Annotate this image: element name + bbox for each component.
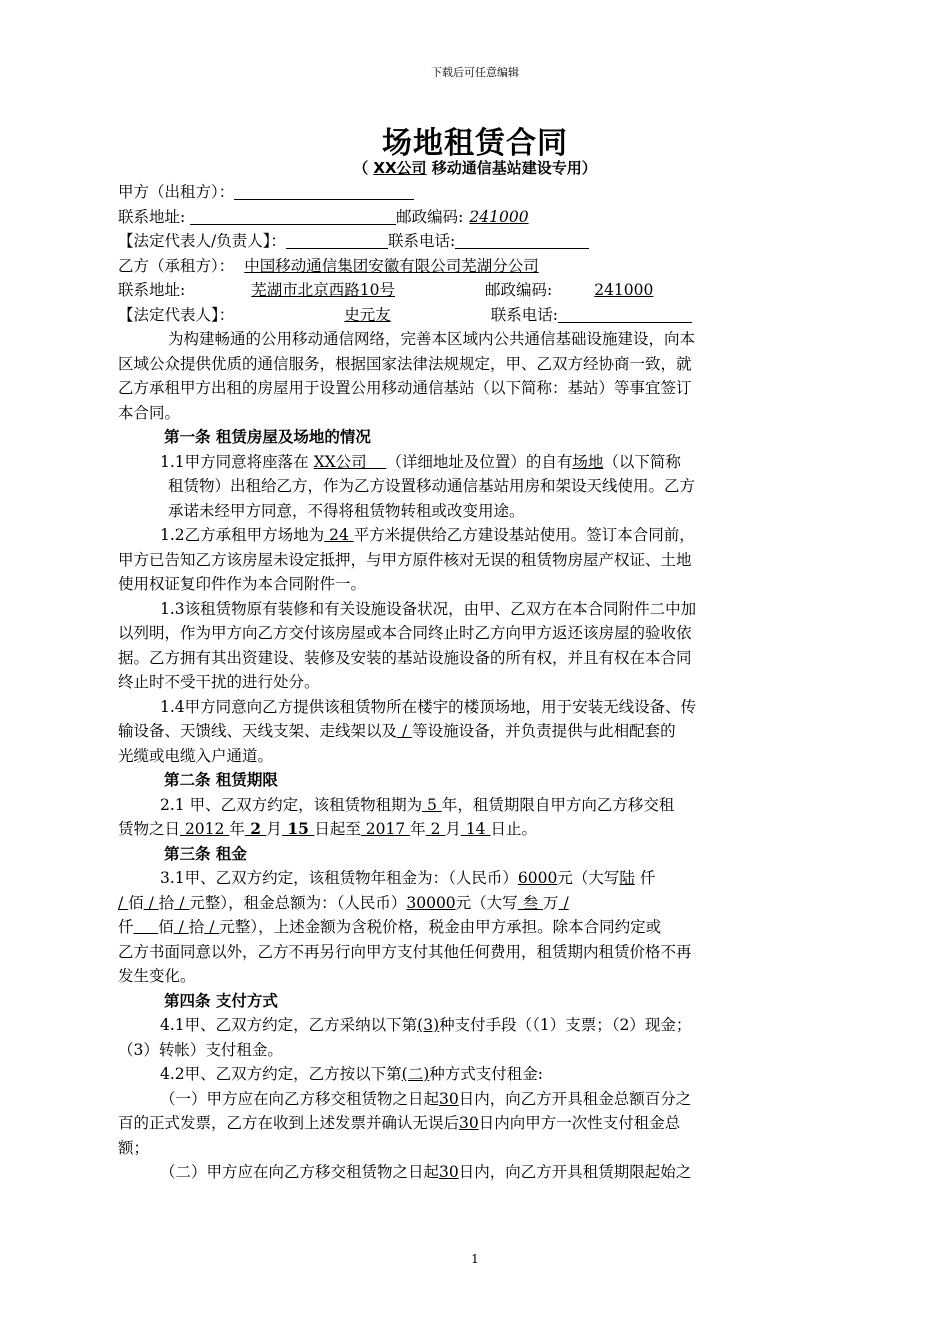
intro-line: 区域公众提供优质的通信服务，根据国家法律法规规定，甲、乙双方经协商一致，就 [118,354,692,373]
clause-4-1: 4.1甲、乙双方约定，乙方采纳以下第(3)种支付手段（（1）支票；（2）现金； [160,1016,692,1034]
clause-3-1-cont: 仟 佰 / 拾 / 元整），上述金额为含税价格，税金由甲方承担。除本合同约定或 [118,918,662,936]
clause-4-2-option-2: （二）甲方应在向乙方移交租赁物之日起30日内，向乙方开具租赁期限起始之 [160,1163,692,1181]
intro-line: 乙方承租甲方出租的房屋用于设置公用移动通信基站（以下简称：基站）等事宜签订 [118,379,692,397]
clause-1-2-cont: 甲方已告知乙方该房屋未设定抵押，与甲方原件核对无误的租赁物房屋产权证、土地 [118,550,692,569]
clause-4-2-option-1-cont: 百的正式发票，乙方在收到上述发票并确认无误后30日内向甲方一次性支付租金总 [118,1114,681,1132]
contract-body [118,180,834,1185]
clause-1-3-cont: 终止时不受干扰的进行处分。 [118,673,320,691]
party-b-rep-line: 【法定代表人】： 史元友 联系电话: [118,303,834,328]
party-a-postal-value: 241000 [469,207,529,226]
article-4-heading: 第四条 支付方式 [164,991,278,1010]
party-a-address-line: 联系地址: 邮政编码: 241000 [118,205,834,230]
intro-line: 本合同。 [118,403,181,422]
clause-4-2-option-1: （一）甲方应在向乙方移交租赁物之日起30日内，向乙方开具租金总额百分之 [160,1089,692,1108]
clause-1-1: 1.1甲方同意将座落在 XX公司 （详细地址及位置）的自有场地（以下简称 [160,452,681,471]
party-b-address: 芜湖市北京西路10号 [251,281,395,299]
total-rent: 30000 [406,893,456,912]
clause-1-2-cont: 使用权证复印件作为本合同附件一。 [118,575,367,593]
document-title: 场地租赁合同 [382,126,568,161]
party-b-address-line: 联系地址: 芜湖市北京西路10号 邮政编码: 241000 [118,278,834,303]
party-a-rep-line: 【法定代表人/负责人】： 联系电话: [118,229,834,254]
clause-1-1-cont: 承诺未经甲方同意，不得将租赁物转租或改变用途。 [168,501,525,520]
clause-2-1-cont: 赁物之日 2012 年 2 月 15 日起至 2017 年 2 月 14 日止。 [118,819,537,838]
article-2-heading: 第二条 租赁期限 [164,771,278,789]
party-a-address-blank [190,206,396,225]
clause-2-1: 2.1 甲、乙双方约定，该租赁物租期为 5 年，租赁期限自甲方向乙方移交租 [160,795,675,814]
clause-1-3: 1.3该租赁物原有装修和有关设施设备状况，由甲、乙双方在本合同附件二中加 [160,599,697,618]
clause-1-3-cont: 以列明，作为甲方向乙方交付该房屋或本合同终止时乙方向甲方返还该房屋的验收依 [118,624,692,642]
party-b-line: 乙方（承租方）： 中国移动通信集团安徽有限公司芜湖分公司 [118,256,539,275]
clause-4-2-option-1-cont: 额； [118,1138,150,1157]
clause-1-2: 1.2乙方承租甲方场地为 24 平方米提供给乙方建设基站使用。签订本合同前， [160,526,695,544]
page-number: 1 [471,1252,479,1266]
party-b-postal-value: 241000 [594,281,654,299]
clause-1-4-cont: 光缆或电缆入户通道。 [118,746,274,765]
clause-3-1: 3.1甲、乙双方约定，该租赁物年租金为：（人民币）6000元（大写陆 仟 [160,869,656,887]
header-note: 下载后可任意编辑 [431,66,519,79]
party-b-rep: 史元友 [344,305,391,324]
article-3-heading: 第三条 租金 [164,844,247,863]
lease-term: 5 [422,795,442,814]
clause-4-2: 4.2甲、乙双方约定，乙方按以下第(二)种方式支付租金: [160,1065,543,1083]
intro-line: 为构建畅通的公用移动通信网络，完善本区域内公共通信基础设施建设，向本 [168,330,696,348]
clause-3-1-cont: 发生变化。 [118,967,196,985]
party-b-name: 中国移动通信集团安徽有限公司芜湖分公司 [244,256,539,275]
clause-1-1-cont: 租赁物）出租给乙方，作为乙方设置移动通信基站用房和架设天线使用。乙方 [168,477,696,495]
party-b-phone-blank [558,304,692,323]
party-a-name-blank [234,181,414,200]
party-a-phone-blank [455,230,589,249]
clause-3-1-cont: / 佰 / 拾 / 元整），租金总额为：（人民币）30000元（大写 叁 万 / [118,893,569,912]
clause-1-3-cont: 据。乙方拥有其出资建设、装修及安装的基站设施设备的所有权，并且有权在本合同 [118,648,692,667]
party-a-rep-blank [286,230,388,249]
article-1-heading: 第一条 租赁房屋及场地的情况 [164,428,371,446]
annual-rent: 6000 [517,869,558,887]
document-subtitle: （ XX公司 移动通信基站建设专用） [353,159,597,177]
clause-1-4-cont: 输设备、天馈线、天线支架、走线架以及 / 等设施设备，并负责提供与此相配套的 [118,722,676,740]
clause-1-4: 1.4甲方同意向乙方提供该租赁物所在楼宇的楼顶场地，用于安装无线设备、传 [160,697,697,716]
subtitle-company: XX公司 [373,159,427,177]
clause-3-1-cont: 乙方书面同意以外，乙方不再另行向甲方支付其他任何费用，租赁期内租赁价格不再 [118,942,692,961]
party-a-line: 甲方（出租方）： [118,180,834,205]
clause-4-1-cont: （3）转帐）支付租金。 [118,1040,283,1059]
